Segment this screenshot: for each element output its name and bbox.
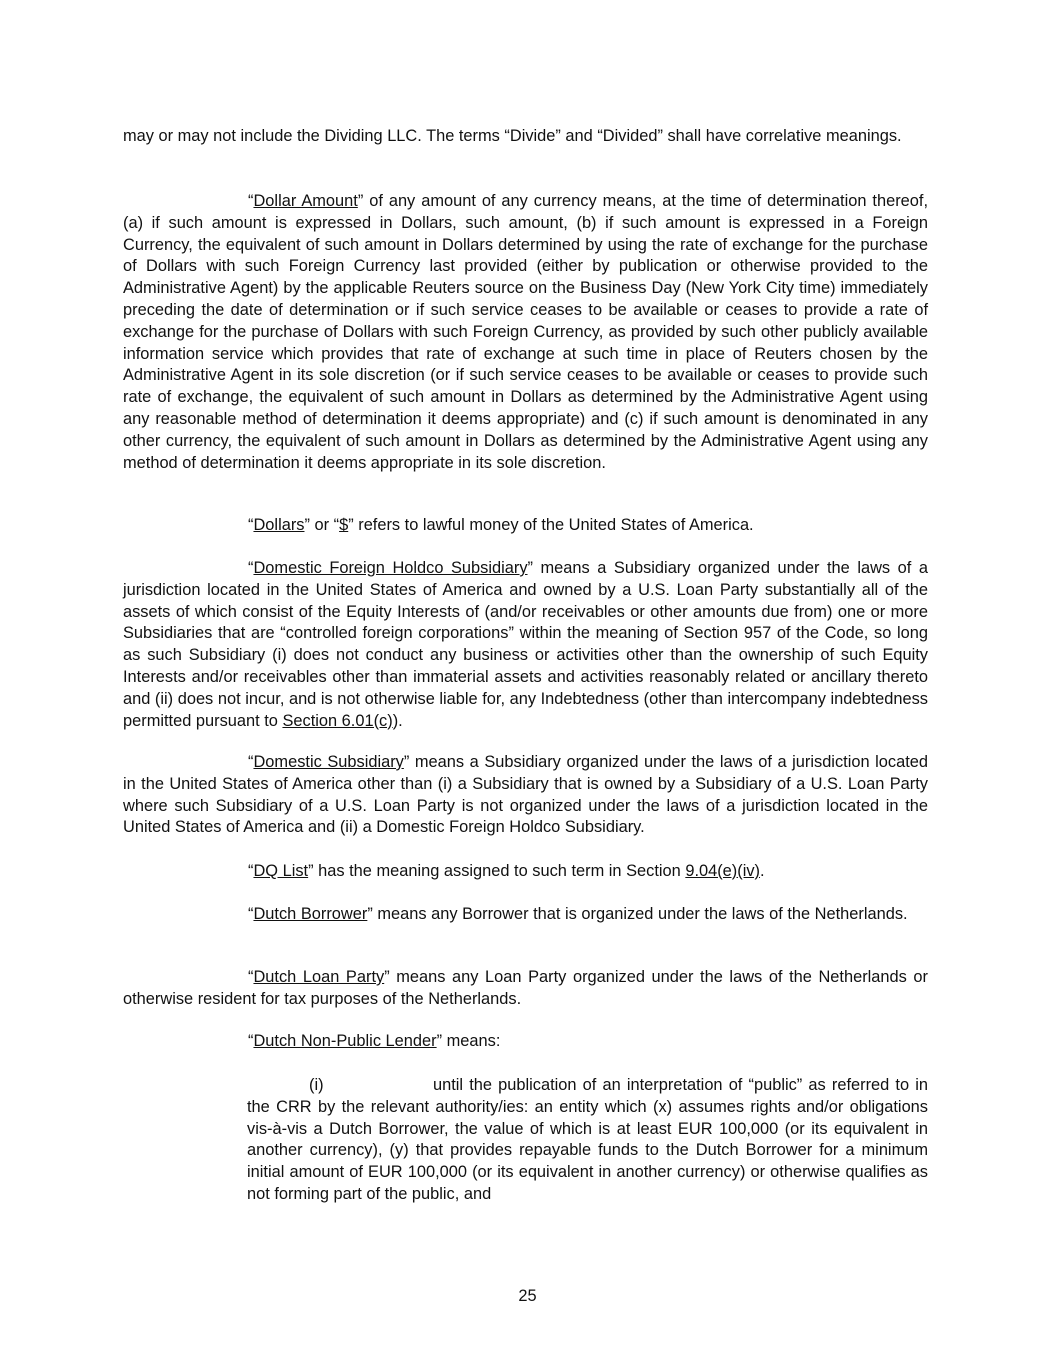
definition-dutch-non-public-lender: “Dutch Non-Public Lender” means: <box>248 1032 501 1050</box>
clause-text: until the publication of an interpretation of “public” as referred to in the CRR by the relevant authority/ies: an entity which (x) assumes rights and/or obligations vis-à-vis a Dutch Borrower, the value of which is at least EUR 100,000 (or its equivalent in another currency), (y) that provides repayable funds to the Dutch Borrower for a minimum initial amount of EUR 100,000 (or its equivalent in another currency) or otherwise qualifies as not forming part of the public, and <box>247 1076 928 1203</box>
section-reference: Section 6.01(c) <box>282 711 393 730</box>
definition-connector: ” or “ <box>304 516 340 534</box>
definition-text: ” means any Borrower that is organized under the laws of the Netherlands. <box>367 905 908 923</box>
definition-dutch-loan-party: “Dutch Loan Party” means any Loan Party organized under the laws of the Netherlands or otherwise resident for tax purposes of the Netherlands. <box>123 968 928 1008</box>
page-number: 25 <box>518 1287 537 1305</box>
definition-text: ” has the meaning assigned to such term in Section <box>308 862 686 880</box>
definition-end: ). <box>392 711 403 730</box>
clause-i: (i) until the publication of an interpretation of “public” as referred to in the CRR by the relevant authority/ies: an entity which (x) assumes rights and/or obligations vis-à-vis a Dutch Borrower, the value of which is at least EUR 100,000 (or its equivalent in another currency), (y) that provides repayable funds to the Dutch Borrower for a minimum initial amount of EUR 100,000 (or its equivalent in another currency) or otherwise qualifies as not forming part of the public, and <box>247 1076 928 1203</box>
definition-text: ” means: <box>436 1032 501 1050</box>
defined-term: DQ List <box>253 862 309 880</box>
definition-domestic-foreign-holdco-subsidiary: “Domestic Foreign Holdco Subsidiary” means a Subsidiary organized under the laws of a jurisdiction located in the United States of America and owned by a U.S. Loan Party substantially all of the assets of which consist of the Equity Interests of (and/or receivables or other amounts due from) one or more Subsidiaries that are “controlled foreign corporations” within the meaning of Section 957 of the Code, so long as such Subsidiary (i) does not conduct any business or activities other than the ownership of such Equity Interests and/or receivables other than immaterial assets and activities reasonably related or ancillary thereto and (ii) does not incur, and is not otherwise liable for, any Indebtedness (other than intercompany indebtedness permitted pursuant to Section 6.01(c)). <box>123 559 928 730</box>
definition-text: ” means any Loan Party organized under the laws of the Netherlands or otherwise resident for tax purposes of the Netherlands. <box>123 968 928 1008</box>
defined-term: Dollar Amount <box>253 192 358 210</box>
paragraph-text: may or may not include the Dividing LLC. The terms “Divide” and “Divided” shall have correlative meanings. <box>123 127 902 145</box>
definition-text: ” of any amount of any currency means, at the time of determination thereof, (a) if such amount is expressed in Dollars, such amount, (b) if such amount is expressed in a Foreign Currency, the equivalent of such amount in Dollars determined by using the rate of exchange for the purchase of Dollars with such Foreign Currency last provided (either by publication or otherwise provided to the Administrative Agent) by the applicable Reuters source on the Business Day (New York City time) immediately preceding the date of determination or if such service ceases to be available or ceases to provide a rate of exchange for the purchase of Dollars with such Foreign Currency, as provided by such other publicly available information service which provides that rate of exchange at such time in place of Reuters chosen by the Administrative Agent in its sole discretion (or if such service ceases to be available or ceases to provide such rate of exchange, the equivalent of such amount in Dollars as determined by the Administrative Agent using any reasonable method of determination it deems appropriate) and (c) if such amount is denominated in any other currency, the equivalent of such amount in Dollars as determined by the Administrative Agent using any method of determination it deems appropriate in its sole discretion. <box>123 192 928 472</box>
definition-end: . <box>760 862 765 880</box>
definition-dutch-borrower: “Dutch Borrower” means any Borrower that is organized under the laws of the Netherlands. <box>248 905 908 923</box>
section-reference: 9.04(e)(iv) <box>685 862 761 880</box>
defined-term-symbol: $ <box>339 516 349 534</box>
definition-dollars: “Dollars” or “$” refers to lawful money of the United States of America. <box>248 516 754 534</box>
definition-dq-list: “DQ List” has the meaning assigned to such term in Section 9.04(e)(iv). <box>248 862 765 880</box>
definition-domestic-subsidiary: “Domestic Subsidiary” means a Subsidiary organized under the laws of a jurisdiction located in the United States of America other than (i) a Subsidiary that is owned by a Subsidiary of a U.S. Loan Party where such Subsidiary of a U.S. Loan Party is not organized under the laws of a jurisdiction located in the United States of America and (ii) a Domestic Foreign Holdco Subsidiary. <box>123 753 928 837</box>
paragraph-dividing-llc-continuation <box>123 126 928 148</box>
defined-term: Dutch Borrower <box>253 905 368 923</box>
defined-term: Dollars <box>253 516 305 534</box>
defined-term: Dutch Non-Public Lender <box>253 1032 437 1050</box>
defined-term: Dutch Loan Party <box>253 968 385 986</box>
definition-text: ” means a Subsidiary organized under the laws of a jurisdiction located in the United States of America and owned by a U.S. Loan Party substantially all of the assets of which consist of the Equity Interests of (and/or receivables or other amounts due from) one or more Subsidiaries that are “controlled foreign corporations” within the meaning of Section 957 of the Code, so long as such Subsidiary (i) does not conduct any business or activities other than the ownership of such Equity Interests and/or receivables other than immaterial assets and activities reasonably related or ancillary thereto and (ii) does not incur, and is not otherwise liable for, any Indebtedness (other than intercompany indebtedness permitted pursuant to <box>123 559 928 730</box>
definition-dollar-amount: “Dollar Amount” of any amount of any currency means, at the time of determination thereof, (a) if such amount is expressed in Dollars, such amount, (b) if such amount is expressed in a Foreign Currency, the equivalent of such amount in Dollars determined by using the rate of exchange for the purchase of Dollars with such Foreign Currency last provided (either by publication or otherwise provided to the Administrative Agent) by the applicable Reuters source on the Business Day (New York City time) immediately preceding the date of determination or if such service ceases to be available or ceases to provide a rate of exchange for the purchase of Dollars with such Foreign Currency, as provided by such other publicly available information service which provides that rate of exchange at such time in place of Reuters chosen by the Administrative Agent in its sole discretion (or if such service ceases to be available or ceases to provide such rate of exchange, the equivalent of such amount in Dollars as determined by the Administrative Agent using any reasonable method of determination it deems appropriate) and (c) if such amount is denominated in any other currency, the equivalent of such amount in Dollars as determined by the Administrative Agent using any method of determination it deems appropriate in its sole discretion. <box>123 192 928 472</box>
definition-text: ” means a Subsidiary organized under the laws of a jurisdiction located in the United States of America other than (i) a Subsidiary that is owned by a Subsidiary of a U.S. Loan Party where such Subsidiary of a U.S. Loan Party is not organized under the laws of a jurisdiction located in the United States of America and (ii) a Domestic Foreign Holdco Subsidiary. <box>123 753 928 837</box>
definition-text: ” refers to lawful money of the United States of America. <box>348 516 754 534</box>
defined-term: Domestic Foreign Holdco Subsidiary <box>253 559 528 577</box>
defined-term: Domestic Subsidiary <box>253 753 404 771</box>
